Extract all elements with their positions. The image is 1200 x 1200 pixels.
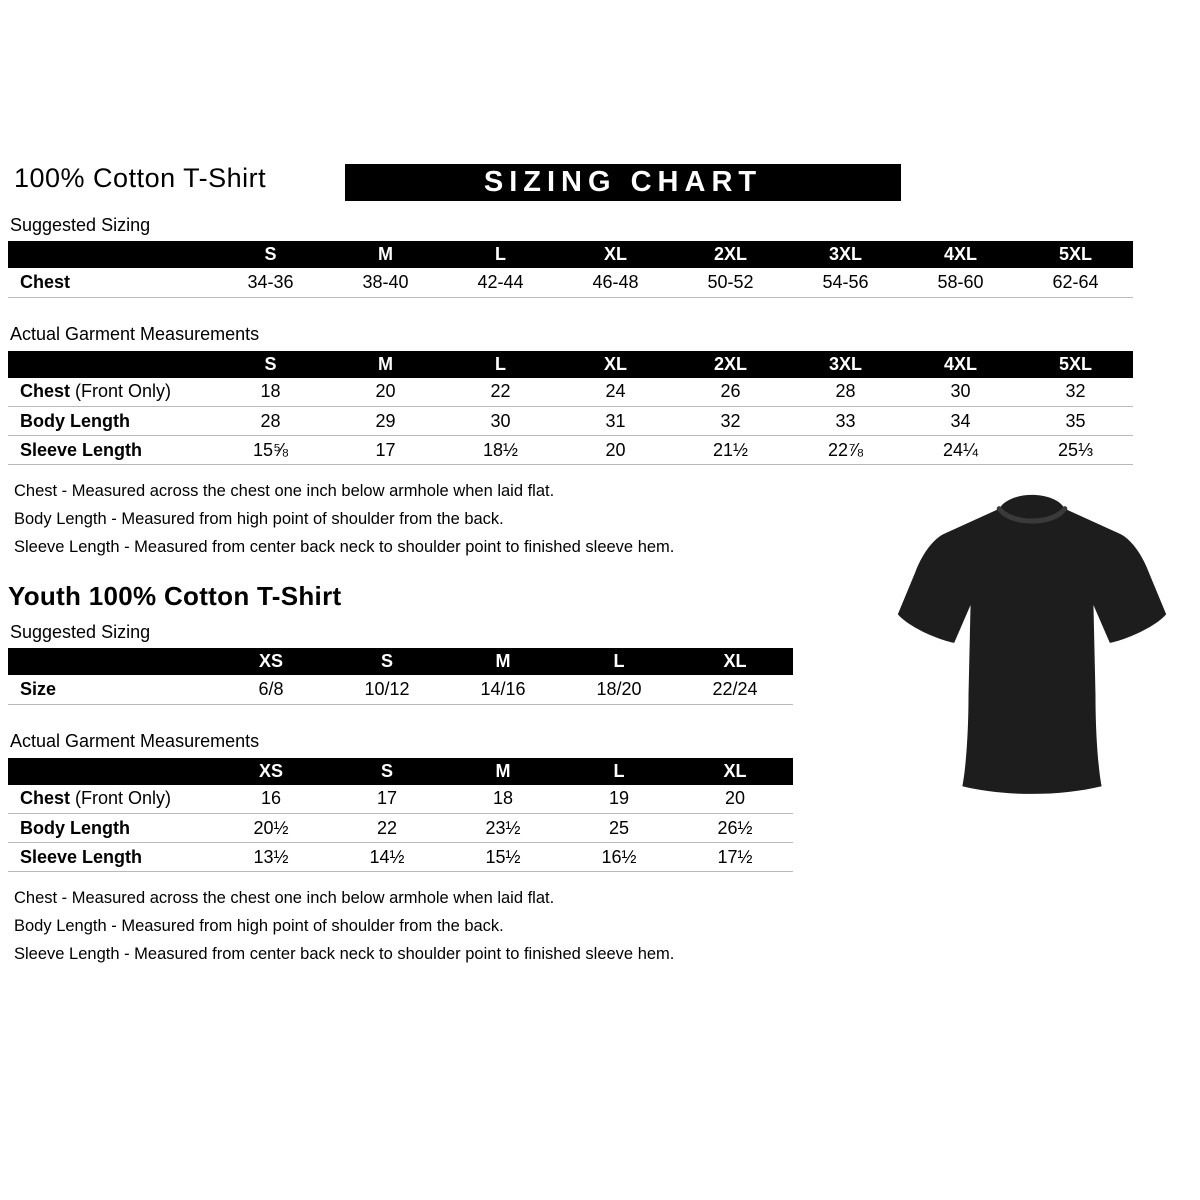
cell: 62-64 [1018,268,1133,297]
cell: 13½ [213,843,329,872]
col-header-4xl: 4XL [903,351,1018,378]
col-header-xs: XS [213,758,329,785]
cell: 33 [788,407,903,436]
col-header-xl: XL [558,351,673,378]
corner-cell [8,241,213,268]
table-row-sleeve-length [8,436,1133,465]
row-label [8,268,213,297]
cell: 18½ [443,436,558,465]
adult-header-row [8,163,1138,209]
cell: 18 [213,378,328,407]
cell: 42-44 [443,268,558,297]
cell: 23½ [445,814,561,843]
row-label-text: Body Length [20,817,130,838]
cell: 31 [558,407,673,436]
cell: 54-56 [788,268,903,297]
table-row-sleeve-length [8,843,793,872]
cell: 34-36 [213,268,328,297]
table-header-row [8,241,1133,268]
cell: 10/12 [329,675,445,704]
col-header-4xl: 4XL [903,241,1018,268]
youth-actual-measurements-table [8,758,793,873]
table-row-chest [8,378,1133,407]
col-header-2xl: 2XL [673,351,788,378]
row-label-text: Chest [20,381,71,402]
cell: 29 [328,407,443,436]
col-header-l: L [561,648,677,675]
note-sleeve-length: Sleeve Length - Measured from center back neck to shoulder point to finished sleeve hem. [14,945,675,963]
cell: 20 [558,436,673,465]
table-row-chest [8,785,793,814]
col-header-xl: XL [677,758,793,785]
cell: 17½ [677,843,793,872]
col-header-m: M [445,648,561,675]
col-header-l: L [561,758,677,785]
cell: 21½ [673,436,788,465]
adult-suggested-sizing-table [8,241,1133,298]
col-header-m: M [445,758,561,785]
cell: 20½ [213,814,329,843]
youth-actual-measurements-label: Actual Garment Measurements [10,730,260,751]
cell: 20 [677,785,793,814]
cell: 14/16 [445,675,561,704]
col-header-l: L [443,241,558,268]
cell: 30 [443,407,558,436]
tshirt-body-shape [898,495,1166,794]
cell: 20 [328,378,443,407]
sizing-chart-banner [345,164,901,201]
row-label-text: Sleeve Length [20,439,143,460]
cell: 34 [903,407,1018,436]
row-label [8,378,213,407]
note-chest: Chest - Measured across the chest one inch below armhole when laid flat. [14,889,555,907]
cell: 50-52 [673,268,788,297]
col-header-5xl: 5XL [1018,241,1133,268]
cell: 58-60 [903,268,1018,297]
tshirt-product-image [893,478,1171,818]
col-header-2xl: 2XL [673,241,788,268]
table-header-row [8,648,793,675]
cell: 24¼ [903,436,1018,465]
cell: 17 [328,436,443,465]
cell: 26½ [677,814,793,843]
row-label-suffix: (Front Only) [75,381,172,402]
cell: 18 [445,785,561,814]
cell: 38-40 [328,268,443,297]
cell: 22 [443,378,558,407]
row-label [8,675,213,704]
youth-suggested-sizing-label: Suggested Sizing [10,622,151,642]
adult-suggested-sizing-label: Suggested Sizing [10,215,151,235]
cell: 16½ [561,843,677,872]
col-header-s: S [213,241,328,268]
col-header-xl: XL [558,241,673,268]
cell: 32 [673,407,788,436]
row-label-text: Chest [20,271,71,292]
youth-section-title: Youth 100% Cotton T-Shirt [8,581,342,611]
cell: 26 [673,378,788,407]
col-header-s: S [213,351,328,378]
note-sleeve-length: Sleeve Length - Measured from center back neck to shoulder point to finished sleeve hem. [14,538,675,556]
youth-measurement-notes [8,884,1138,968]
row-label [8,436,213,465]
cell: 18/20 [561,675,677,704]
col-header-3xl: 3XL [788,241,903,268]
cell: 25 [561,814,677,843]
youth-suggested-sizing-table [8,648,793,705]
col-header-s: S [329,648,445,675]
row-label-text: Chest [20,788,71,809]
note-body-length: Body Length - Measured from high point of shoulder from the back. [14,510,504,528]
adult-actual-measurements-table [8,351,1133,466]
table-header-row [8,351,1133,378]
table-header-row [8,758,793,785]
row-label-text: Size [20,678,57,699]
sizing-chart-banner-text: SIZING CHART [483,166,763,198]
cell: 19 [561,785,677,814]
cell: 22⅞ [788,436,903,465]
row-label [8,814,213,843]
col-header-3xl: 3XL [788,351,903,378]
cell: 35 [1018,407,1133,436]
col-header-5xl: 5XL [1018,351,1133,378]
table-row-body-length [8,407,1133,436]
adult-actual-measurements-label: Actual Garment Measurements [10,323,260,344]
cell: 22/24 [677,675,793,704]
cell: 46-48 [558,268,673,297]
corner-cell [8,758,213,785]
row-label-text: Sleeve Length [20,846,143,867]
cell: 32 [1018,378,1133,407]
cell: 6/8 [213,675,329,704]
cell: 14½ [329,843,445,872]
cell: 28 [788,378,903,407]
col-header-m: M [328,241,443,268]
col-header-s: S [329,758,445,785]
table-row-body-length [8,814,793,843]
cell: 22 [329,814,445,843]
tshirt-silhouette [893,478,1171,818]
cell: 30 [903,378,1018,407]
cell: 28 [213,407,328,436]
row-label-suffix: (Front Only) [75,788,172,809]
row-label [8,843,213,872]
col-header-xl: XL [677,648,793,675]
note-body-length: Body Length - Measured from high point of shoulder from the back. [14,917,504,935]
col-header-l: L [443,351,558,378]
corner-cell [8,351,213,378]
cell: 24 [558,378,673,407]
row-label-text: Body Length [20,410,130,431]
row-label [8,785,213,814]
cell: 17 [329,785,445,814]
adult-section-title: 100% Cotton T-Shirt [14,163,267,193]
cell: 25⅓ [1018,436,1133,465]
table-row-size [8,675,793,704]
row-label [8,407,213,436]
corner-cell [8,648,213,675]
col-header-xs: XS [213,648,329,675]
cell: 15½ [445,843,561,872]
cell: 15⅝ [213,436,328,465]
col-header-m: M [328,351,443,378]
note-chest: Chest - Measured across the chest one inch below armhole when laid flat. [14,482,555,500]
table-row-chest [8,268,1133,297]
cell: 16 [213,785,329,814]
